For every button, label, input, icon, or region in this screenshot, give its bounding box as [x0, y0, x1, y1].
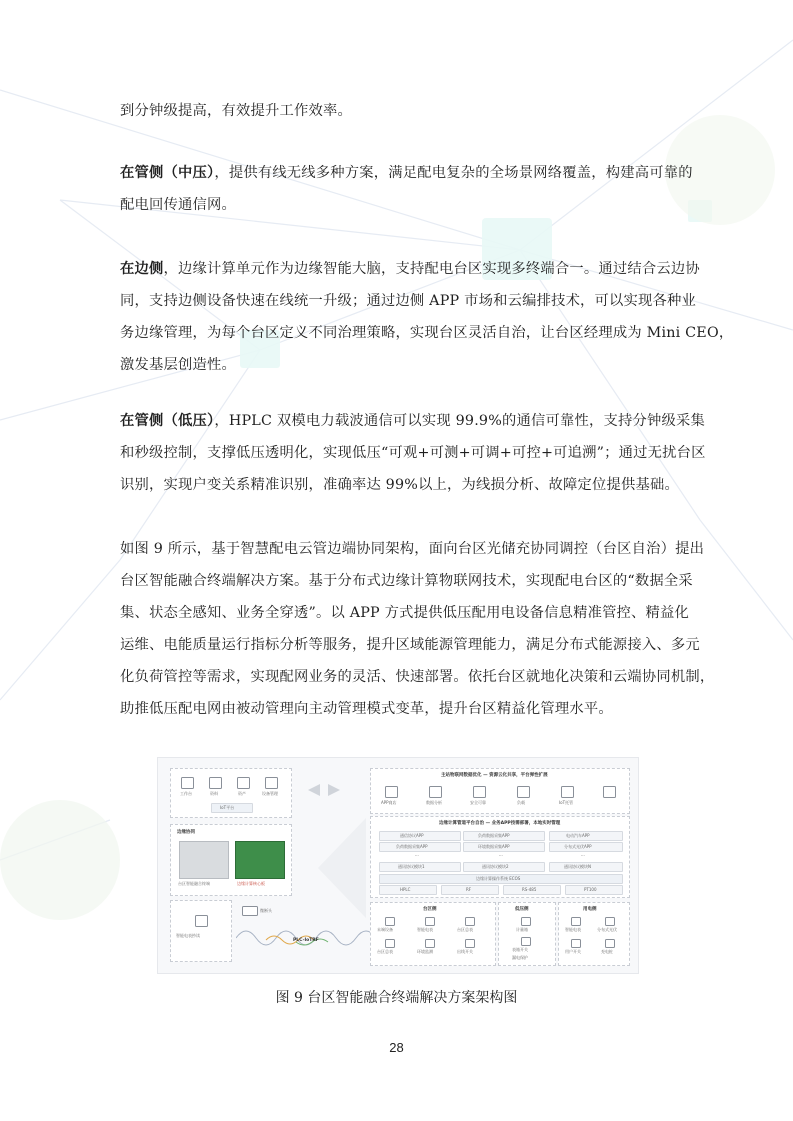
- protocol-label: RF: [466, 887, 472, 892]
- relay-label: 微断头: [260, 908, 272, 913]
- app-chip: [549, 831, 623, 841]
- cloud-platform-box: [170, 768, 292, 818]
- master-meter-icon: [465, 917, 475, 926]
- app-chip: [463, 842, 545, 852]
- data-analysis-icon: [429, 786, 442, 798]
- top-icon-label: APP商店: [381, 800, 397, 805]
- group-item-label: 用户开关: [565, 949, 581, 954]
- edge-collaboration-box: [170, 824, 292, 896]
- group-item-label: 计量箱: [516, 927, 528, 932]
- text-line: 务边缘管理，为每个台区定义不同治理策略，实现台区灵活自治，让台区经理成为 Mini CEO，: [120, 325, 734, 341]
- load-icon: [517, 786, 530, 798]
- page-number: 28: [389, 1040, 404, 1055]
- paragraph-pipe-mid-voltage: [120, 157, 693, 221]
- app-label: 通信协议APP: [400, 833, 424, 838]
- group-title: 台区侧: [423, 907, 437, 912]
- protocol-chip: [565, 885, 623, 895]
- text-line: 配电回传通信网。: [120, 197, 236, 213]
- iot-platform-bar: [211, 803, 253, 813]
- app-label: 环境数据采集APP: [478, 844, 510, 849]
- text-line: [120, 405, 705, 437]
- protocol-chip: [503, 885, 561, 895]
- text-line: 运维、电能质量运行指标分析等服务，提升区域能源管理能力，满足分布式能源接入、多元: [120, 637, 700, 653]
- cloud-tile-label: 资料: [210, 791, 218, 796]
- fusion-terminal-device: [179, 841, 229, 879]
- app-chip: [379, 831, 461, 841]
- cloud-tile-label: 工作台: [180, 791, 192, 796]
- app-label: 分布式光伏APP: [564, 844, 592, 849]
- text-run: ，HPLC 双模电力载波通信可以实现 99.9%的通信可靠性，支持分钟级采集: [214, 413, 705, 429]
- group-title: 低压侧: [515, 907, 529, 912]
- transformer-icon: [385, 939, 395, 948]
- text-line: 同，支持边侧设备快速在线统一升级；通过边侧 APP 市场和云编排技术，可以实现各种业: [120, 293, 697, 309]
- group-item-label: 智能电表: [417, 927, 433, 932]
- group-item-label: 充电桩: [601, 949, 613, 954]
- text-line: 台区智能融合终端解决方案。基于分布式边缘计算物联网技术，实现配电台区的“数据全采: [120, 573, 693, 589]
- group-item-label: 台区总表: [377, 949, 393, 954]
- middle-banner: 边缘计算管道平台自治 — 业务APP按需部署，本地实时管理: [439, 821, 561, 826]
- text-line: 集、状态全感知、业务全穿透”。以 APP 方式提供低压配用电设备信息精准管控、精益化: [120, 605, 690, 621]
- meter-label: 智能电表抄读: [176, 933, 200, 938]
- iot-platform-label: IoT平台: [220, 805, 235, 810]
- text-run: ，提供有线无线多种方案，满足配电复杂的全场景网络覆盖，构建高可靠的: [214, 165, 693, 181]
- paragraph-heading: 在管侧（低压）: [120, 413, 215, 429]
- text-line: 助推低压配电网由被动管理向主动管理模式变革，提升台区精益化管理水平。: [120, 701, 613, 717]
- paragraph-heading: 在管侧（中压）: [120, 165, 215, 181]
- group-item-label: 台区总表: [457, 927, 473, 932]
- text-line: 识别，实现户变关系精准识别，准确率达 99%以上，为线损分析、故障定位提供基础。: [120, 477, 680, 493]
- meter-box-icon: [521, 917, 531, 926]
- app-chip: [463, 862, 545, 872]
- breaker-icon: [242, 906, 258, 916]
- meter-box: [170, 900, 232, 962]
- zone-side-group: [370, 902, 496, 966]
- app-chip: [549, 862, 623, 872]
- text-line: 和秒级控制，支撑低压透明化，实现低压“可观+可测+可调+可控+可追溯”；通过无扰台区: [120, 445, 706, 461]
- device-management-icon: [265, 777, 278, 789]
- device-label: 台区智能融合终端: [178, 881, 210, 886]
- document-icon: [209, 777, 222, 789]
- text-line: [120, 253, 700, 285]
- app-label: 通讯协议模块2: [482, 864, 509, 869]
- group-item-label: 智能电表: [565, 927, 581, 932]
- top-icon-label: 数据分析: [426, 800, 442, 805]
- top-banner: 主站物联网数据优化 — 资源云化共享，平台弹性扩展: [441, 773, 548, 778]
- group-item-label: 漏电保护: [512, 955, 528, 960]
- group-item-label: 表箱开关: [512, 947, 528, 952]
- switch-icon: [465, 939, 475, 948]
- smart-meter-icon: [425, 917, 435, 926]
- iot-hosting-icon: [561, 786, 574, 798]
- box-switch-icon: [521, 937, 531, 946]
- app-ellipsis: ···: [581, 853, 585, 858]
- consumer-side-group: [558, 902, 630, 966]
- app-chip: [379, 862, 461, 872]
- app-label: 电动汽车APP: [566, 833, 590, 838]
- connector-arrows: [298, 778, 368, 928]
- paragraph-pipe-low-voltage: [120, 405, 706, 501]
- device-label: 边缘计算核心板: [237, 881, 265, 886]
- low-voltage-group: [498, 902, 556, 966]
- edge-computing-box: [370, 816, 630, 898]
- app-ellipsis: ···: [415, 853, 419, 858]
- protocol-chip: [441, 885, 499, 895]
- cloud-tile-label: 资产: [238, 791, 246, 796]
- paragraph-figure-intro: [120, 533, 715, 725]
- text-line: [120, 157, 693, 189]
- asset-icon: [237, 777, 250, 789]
- protocol-label: RS-485: [522, 887, 537, 892]
- app-chip: [549, 842, 623, 852]
- database-icon: [603, 786, 616, 798]
- top-icon-label: 安全可靠: [470, 800, 486, 805]
- protocol-label: HPLC: [400, 887, 411, 892]
- paragraph-edge-side: [120, 253, 734, 381]
- text-line: 激发基层创造性。: [120, 357, 236, 373]
- os-bar: [379, 874, 623, 884]
- cloud-tile-label: 设备管理: [262, 791, 278, 796]
- protocol-label: PT100: [584, 887, 597, 892]
- figure-caption: 图 9 台区智能融合终端解决方案架构图: [275, 990, 518, 1006]
- paragraph-intro-end: [120, 95, 675, 127]
- paragraph-heading: 在边侧: [120, 261, 164, 277]
- charger-icon: [605, 939, 615, 948]
- app-label: 负荷数据采集APP: [478, 833, 510, 838]
- text-line: 到分钟级提高，有效提升工作效率。: [120, 103, 352, 119]
- app-label: 负荷数据采集APP: [396, 844, 428, 849]
- text-line: 如图 9 所示，基于智慧配电云管边端协同架构，面向台区光储充协同调控（台区自治）提出: [120, 541, 705, 557]
- text-run: ，边缘计算单元作为边缘智能大脑，支持配电台区实现多终端合一。通过结合云边协: [163, 261, 700, 277]
- edge-core-board: [235, 841, 285, 879]
- cloud-optimization-box: [370, 768, 630, 814]
- os-label: 边缘计算操作系统 ECOS: [476, 876, 521, 881]
- group-item-label: 分布式光伏: [597, 927, 617, 932]
- edge-collab-label: 边缘协同: [177, 830, 195, 835]
- security-icon: [473, 786, 486, 798]
- protocol-chip: [379, 885, 437, 895]
- top-icon-label: IoT托管: [559, 800, 574, 805]
- user-switch-icon: [571, 939, 581, 948]
- app-ellipsis: ···: [499, 853, 503, 858]
- group-item-label: 环境监测: [417, 949, 433, 954]
- plc-label: PLC-IoTRF: [293, 938, 319, 943]
- app-label: 通讯协议模块1: [398, 864, 425, 869]
- group-item-label: 末端设备: [377, 927, 393, 932]
- top-icon-label: 负载: [517, 800, 525, 805]
- app-chip: [463, 831, 545, 841]
- solar-icon: [605, 917, 615, 926]
- text-line: 化负荷管控等需求，实现配网业务的灵活、快速部署。依托台区就地化决策和云端协同机制，: [120, 669, 715, 685]
- app-store-icon: [385, 786, 398, 798]
- end-device-icon: [385, 917, 395, 926]
- group-item-label: 出线开关: [457, 949, 473, 954]
- architecture-diagram: [157, 757, 639, 974]
- meter-icon: [571, 917, 581, 926]
- environment-sensor-icon: [425, 939, 435, 948]
- app-label: 通讯协议模块N: [564, 864, 591, 869]
- workbench-icon: [181, 777, 194, 789]
- group-title: 用电侧: [583, 907, 597, 912]
- app-chip: [379, 842, 461, 852]
- meter-icon: [195, 915, 208, 927]
